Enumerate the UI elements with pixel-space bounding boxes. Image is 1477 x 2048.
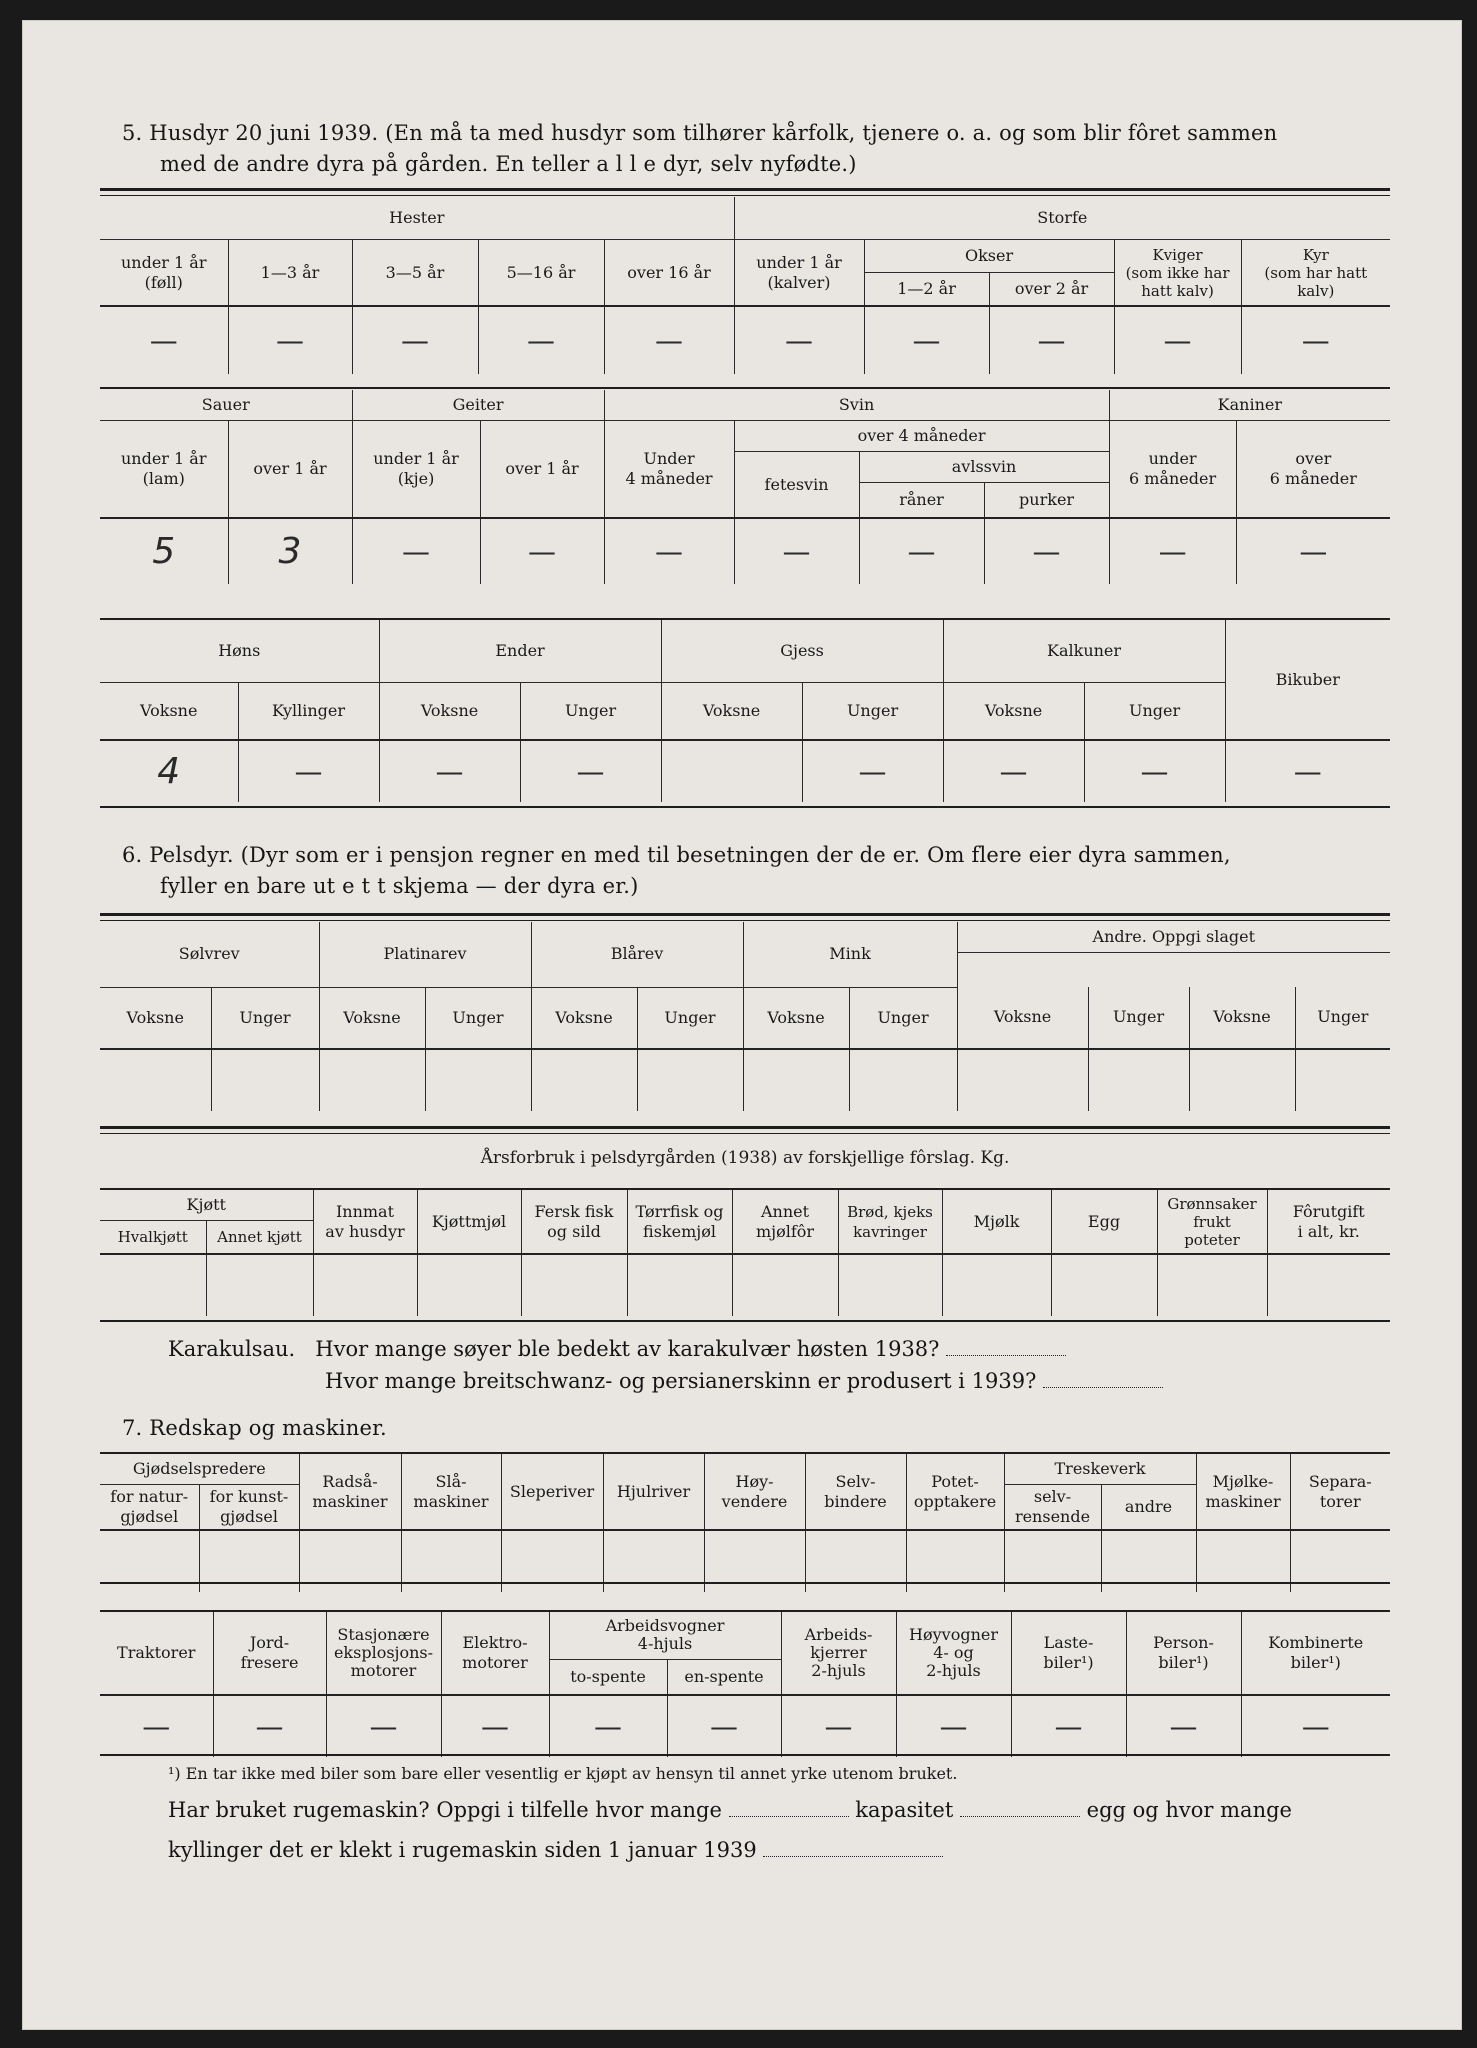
col-header-voksne: Voksne	[531, 987, 637, 1049]
form-page	[22, 20, 1462, 2030]
header-okser: Okser	[864, 240, 1114, 273]
entry-cell[interactable]: —	[379, 740, 520, 802]
karakul-question-1	[168, 1337, 1066, 1361]
entry-cell[interactable]: —	[864, 306, 989, 374]
ruge-capacity-answer[interactable]	[960, 1816, 1080, 1817]
col-header: Mjølke- maskiner	[1196, 1454, 1290, 1530]
col-header: 3—5 år	[352, 240, 478, 307]
karakul-question-2	[325, 1369, 1163, 1393]
header-kalkuner: Kalkuner	[943, 620, 1225, 683]
sheep-goats-pigs-table	[100, 390, 1390, 584]
col-header: under 1 år (føll)	[100, 240, 228, 307]
col-header: over 2 år	[989, 273, 1114, 307]
entry-cell[interactable]: 4	[100, 740, 238, 802]
col-header: Egg	[1051, 1190, 1157, 1254]
col-header: Høyvogner 4- og 2-hjuls	[896, 1612, 1011, 1695]
entry-cell[interactable]	[313, 1254, 417, 1316]
col-header-fetesvin: fetesvin	[734, 452, 859, 519]
col-header: Sleperiver	[501, 1454, 603, 1530]
rule	[100, 913, 1390, 916]
col-header: Arbeids- kjerrer 2-hjuls	[781, 1612, 896, 1695]
col-header: Radså- maskiner	[299, 1454, 401, 1530]
col-header: Grønnsaker frukt poteter	[1157, 1190, 1267, 1254]
entry-cell[interactable]: —	[734, 306, 864, 374]
col-header-unger: Unger	[802, 683, 943, 741]
equipment-table-2	[100, 1612, 1390, 1757]
section5-heading-line1: 5. Husdyr 20 juni 1939. (En må ta med husdyr som tilhører kårfolk, tjenere o. a. og som blir fôret sammen	[122, 121, 1278, 145]
entry-cell[interactable]: —	[326, 1695, 441, 1757]
col-header-voksne: Voksne	[943, 683, 1084, 741]
header-gjodselspredere: Gjødselspredere	[100, 1454, 299, 1485]
col-header-voksne: Voksne	[100, 683, 238, 741]
rule	[100, 1582, 1390, 1584]
col-header: 1—2 år	[864, 273, 989, 307]
entry-cell[interactable]	[1051, 1254, 1157, 1316]
entry-cell[interactable]: —	[734, 518, 859, 584]
karakul-label: Karakulsau.	[168, 1337, 296, 1361]
header-treskeverk: Treskeverk	[1004, 1454, 1196, 1485]
section6-heading-line1: 6. Pelsdyr. (Dyr som er i pensjon regner en med til besetningen der de er. Om flere eier dyra sammen,	[122, 843, 1231, 867]
col-header-unger: Unger	[1295, 987, 1390, 1049]
furbearers-table	[100, 922, 1390, 1111]
col-header: Stasjonære eksplosjons- motorer	[326, 1612, 441, 1695]
entry-cell[interactable]	[531, 1049, 637, 1111]
entry-cell[interactable]	[849, 1049, 957, 1111]
header-over-4-maneder: over 4 måneder	[734, 421, 1109, 452]
entry-cell[interactable]	[521, 1254, 627, 1316]
entry-cell[interactable]	[206, 1254, 313, 1316]
entry-cell[interactable]: —	[667, 1695, 781, 1757]
entry-cell[interactable]: —	[1241, 1695, 1390, 1757]
entry-cell[interactable]: —	[549, 1695, 667, 1757]
header-geiter: Geiter	[352, 390, 604, 421]
rule	[100, 188, 1390, 191]
header-mink: Mink	[743, 922, 957, 987]
rule	[100, 1126, 1390, 1129]
header-bikuber: Bikuber	[1225, 620, 1390, 740]
col-header: 1—3 år	[228, 240, 352, 307]
col-header-to-spente: to-spente	[549, 1659, 667, 1695]
col-header: over 16 år	[604, 240, 734, 307]
col-header-voksne: Voksne	[957, 987, 1088, 1049]
col-header: under 1 år (kalver)	[734, 240, 864, 307]
entry-cell[interactable]	[417, 1254, 521, 1316]
col-header: Hjulriver	[603, 1454, 704, 1530]
rugemaskin-question-2	[168, 1838, 943, 1862]
col-header-unger: Unger	[520, 683, 661, 741]
col-header: 5—16 år	[478, 240, 604, 307]
entry-cell[interactable]: —	[100, 1695, 213, 1757]
col-header: råner	[859, 483, 984, 519]
equipment-table-1	[100, 1454, 1390, 1592]
entry-cell[interactable]: 5	[100, 518, 228, 584]
entry-cell[interactable]: —	[520, 740, 661, 802]
col-header: Jord- freserе	[213, 1612, 326, 1695]
col-header: over 1 år	[228, 421, 352, 519]
col-header-andre: andre	[1101, 1485, 1196, 1531]
rule	[100, 1754, 1390, 1756]
ruge-kapasitet-label: kapasitet	[855, 1798, 954, 1822]
header-hons: Høns	[100, 620, 379, 683]
rule	[100, 1133, 1390, 1134]
entry-cell[interactable]: —	[604, 518, 734, 584]
entry-cell[interactable]	[1189, 1049, 1295, 1111]
entry-cell[interactable]: —	[238, 740, 379, 802]
rugemaskin-question-1	[168, 1798, 1292, 1822]
rule	[100, 1320, 1390, 1322]
col-header: under 1 år (lam)	[100, 421, 228, 519]
ruge-q2-text: kyllinger det er klekt i rugemaskin siden 1 januar 1939	[168, 1838, 757, 1862]
forbruk-title: Årsforbruk i pelsdyrgården (1938) av forskjellige fôrslag. Kg.	[480, 1148, 1010, 1168]
entry-cell[interactable]	[732, 1254, 838, 1316]
col-header-unger: Unger	[637, 987, 743, 1049]
col-header: Elektro- motorer	[441, 1612, 549, 1695]
col-header: Traktorer	[100, 1612, 213, 1695]
entry-cell[interactable]: —	[1241, 306, 1390, 374]
col-header: purker	[984, 483, 1109, 519]
entry-cell[interactable]: —	[896, 1695, 1011, 1757]
col-header: Slå- maskiner	[401, 1454, 501, 1530]
col-header-voksne: Voksne	[661, 683, 802, 741]
spacer	[957, 953, 1390, 988]
col-header-unger: Unger	[1088, 987, 1189, 1049]
section7-heading: 7. Redskap og maskiner.	[122, 1416, 387, 1440]
col-header: Annet mjølfôr	[732, 1190, 838, 1254]
col-header-unger: Unger	[1084, 683, 1225, 741]
col-header: Kyr (som har hatt kalv)	[1241, 240, 1390, 307]
entry-cell[interactable]	[627, 1254, 732, 1316]
section6-heading-line2: fyller en bare ut e t t skjema — der dyra er.)	[160, 874, 639, 898]
entry-cell[interactable]: —	[943, 740, 1084, 802]
rule	[100, 387, 1390, 389]
entry-cell[interactable]	[661, 740, 802, 802]
col-header-selvrensende: selv- rensende	[1004, 1485, 1101, 1531]
entry-cell[interactable]: —	[352, 518, 480, 584]
col-header: Brød, kjeks kavringer	[838, 1190, 942, 1254]
header-platinarev: Platinarev	[319, 922, 531, 987]
ruge-chickens-answer[interactable]	[763, 1856, 943, 1857]
entry-cell[interactable]	[100, 1049, 211, 1111]
karakul-q2-answer[interactable]	[1043, 1387, 1163, 1388]
entry-cell[interactable]	[957, 1049, 1088, 1111]
col-header: Kviger (som ikke har hatt kalv)	[1114, 240, 1241, 307]
entry-cell[interactable]	[319, 1049, 425, 1111]
header-kjott: Kjøtt	[100, 1190, 313, 1221]
col-header-kyllinger: Kyllinger	[238, 683, 379, 741]
col-header-voksne: Voksne	[379, 683, 520, 741]
col-header-hvalkjott: Hvalkjøtt	[100, 1221, 206, 1255]
entry-cell[interactable]: —	[1109, 518, 1236, 584]
entry-cell[interactable]: —	[1225, 740, 1390, 802]
col-header: Separa- torer	[1290, 1454, 1390, 1530]
ruge-egg-label: egg og hvor mange	[1086, 1798, 1292, 1822]
entry-cell[interactable]: —	[802, 740, 943, 802]
col-header: Fôrutgift i alt, kr.	[1267, 1190, 1390, 1254]
col-header: Høy- vendere	[704, 1454, 805, 1530]
header-hester: Hester	[100, 197, 734, 240]
horses-cattle-table	[100, 197, 1390, 374]
ruge-q1-text: Har bruket rugemaskin? Oppgi i tilfelle hvor mange	[168, 1798, 722, 1822]
karakul-q2-text: Hvor mange breitschwanz- og persianerskinn er produsert i 1939?	[325, 1369, 1037, 1393]
col-header-kunst: for kunst- gjødsel	[199, 1485, 299, 1531]
header-storfe: Storfe	[734, 197, 1390, 240]
feed-consumption-table	[100, 1190, 1390, 1316]
col-header: Tørrfisk og fiskemjøl	[627, 1190, 732, 1254]
header-svin: Svin	[604, 390, 1109, 421]
col-header: Person- biler¹)	[1126, 1612, 1241, 1695]
entry-cell[interactable]: —	[604, 306, 734, 374]
header-avlssvin: avlssvin	[859, 452, 1109, 483]
col-header: under 1 år (kje)	[352, 421, 480, 519]
ruge-count-answer[interactable]	[729, 1816, 849, 1817]
entry-cell[interactable]: —	[859, 518, 984, 584]
col-header-voksne: Voksne	[1189, 987, 1295, 1049]
col-header: Selv- bindere	[805, 1454, 906, 1530]
col-header: Potet- opptakere	[906, 1454, 1004, 1530]
entry-cell[interactable]	[1088, 1049, 1189, 1111]
footnote: ¹) En tar ikke med biler som bare eller vesentlig er kjøpt av hensyn til annet yrke utenom bruket.	[168, 1764, 958, 1783]
entry-cell[interactable]: —	[480, 518, 604, 584]
header-gjess: Gjess	[661, 620, 943, 683]
col-header-en-spente: en-spente	[667, 1659, 781, 1695]
entry-cell[interactable]: —	[213, 1695, 326, 1757]
rule	[100, 806, 1390, 808]
col-header-unger: Unger	[425, 987, 531, 1049]
entry-cell[interactable]	[211, 1049, 319, 1111]
entry-cell[interactable]	[425, 1049, 531, 1111]
entry-cell[interactable]	[743, 1049, 849, 1111]
entry-cell[interactable]: —	[441, 1695, 549, 1757]
entry-cell[interactable]: 3	[228, 518, 352, 584]
col-header-voksne: Voksne	[100, 987, 211, 1049]
col-header-voksne: Voksne	[743, 987, 849, 1049]
col-header-voksne: Voksne	[319, 987, 425, 1049]
col-header-annet-kjott: Annet kjøtt	[206, 1221, 313, 1255]
header-ender: Ender	[379, 620, 661, 683]
header-kaniner: Kaniner	[1109, 390, 1390, 421]
col-header: Laste- biler¹)	[1011, 1612, 1126, 1695]
entry-cell[interactable]: —	[100, 306, 228, 374]
entry-cell[interactable]: —	[228, 306, 352, 374]
header-andre: Andre. Oppgi slaget	[957, 922, 1390, 953]
col-header: under 6 måneder	[1109, 421, 1236, 519]
rule	[100, 195, 1390, 196]
entry-cell[interactable]	[637, 1049, 743, 1111]
col-header-natur: for natur- gjødsel	[100, 1485, 199, 1531]
col-header: over 6 måneder	[1236, 421, 1390, 519]
col-header-unger: Unger	[849, 987, 957, 1049]
entry-cell[interactable]	[838, 1254, 942, 1316]
entry-cell[interactable]: —	[1114, 306, 1241, 374]
entry-cell[interactable]	[1295, 1049, 1390, 1111]
entry-cell[interactable]: —	[1084, 740, 1225, 802]
karakul-q1-answer[interactable]	[946, 1355, 1066, 1356]
entry-cell[interactable]	[100, 1254, 206, 1316]
header-solvrev: Sølvrev	[100, 922, 319, 987]
col-header: Mjølk	[942, 1190, 1051, 1254]
section5-heading-line2: med de andre dyra på gården. En teller a l l e dyr, selv nyfødte.)	[160, 152, 857, 176]
header-sauer: Sauer	[100, 390, 352, 421]
entry-cell[interactable]: —	[1011, 1695, 1126, 1757]
entry-cell[interactable]: —	[352, 306, 478, 374]
col-header-unger: Unger	[211, 987, 319, 1049]
header-arbeidsvogner: Arbeidsvogner 4-hjuls	[549, 1612, 781, 1659]
col-header: Kombinerte biler¹)	[1241, 1612, 1390, 1695]
col-header: Kjøttmjøl	[417, 1190, 521, 1254]
entry-cell[interactable]: —	[781, 1695, 896, 1757]
col-header: over 1 år	[480, 421, 604, 519]
header-blarev: Blårev	[531, 922, 743, 987]
entry-cell[interactable]: —	[984, 518, 1109, 584]
entry-cell[interactable]: —	[478, 306, 604, 374]
col-header: Fersk fisk og sild	[521, 1190, 627, 1254]
entry-cell[interactable]	[1267, 1254, 1390, 1316]
entry-cell[interactable]: —	[989, 306, 1114, 374]
col-header: Under 4 måneder	[604, 421, 734, 519]
entry-cell[interactable]: —	[1236, 518, 1390, 584]
entry-cell[interactable]	[1157, 1254, 1267, 1316]
rule	[100, 920, 1390, 921]
entry-cell[interactable]: —	[1126, 1695, 1241, 1757]
karakul-q1-text: Hvor mange søyer ble bedekt av karakulvær høsten 1938?	[315, 1337, 940, 1361]
poultry-table	[100, 620, 1390, 802]
entry-cell[interactable]	[942, 1254, 1051, 1316]
col-header: Innmat av husdyr	[313, 1190, 417, 1254]
